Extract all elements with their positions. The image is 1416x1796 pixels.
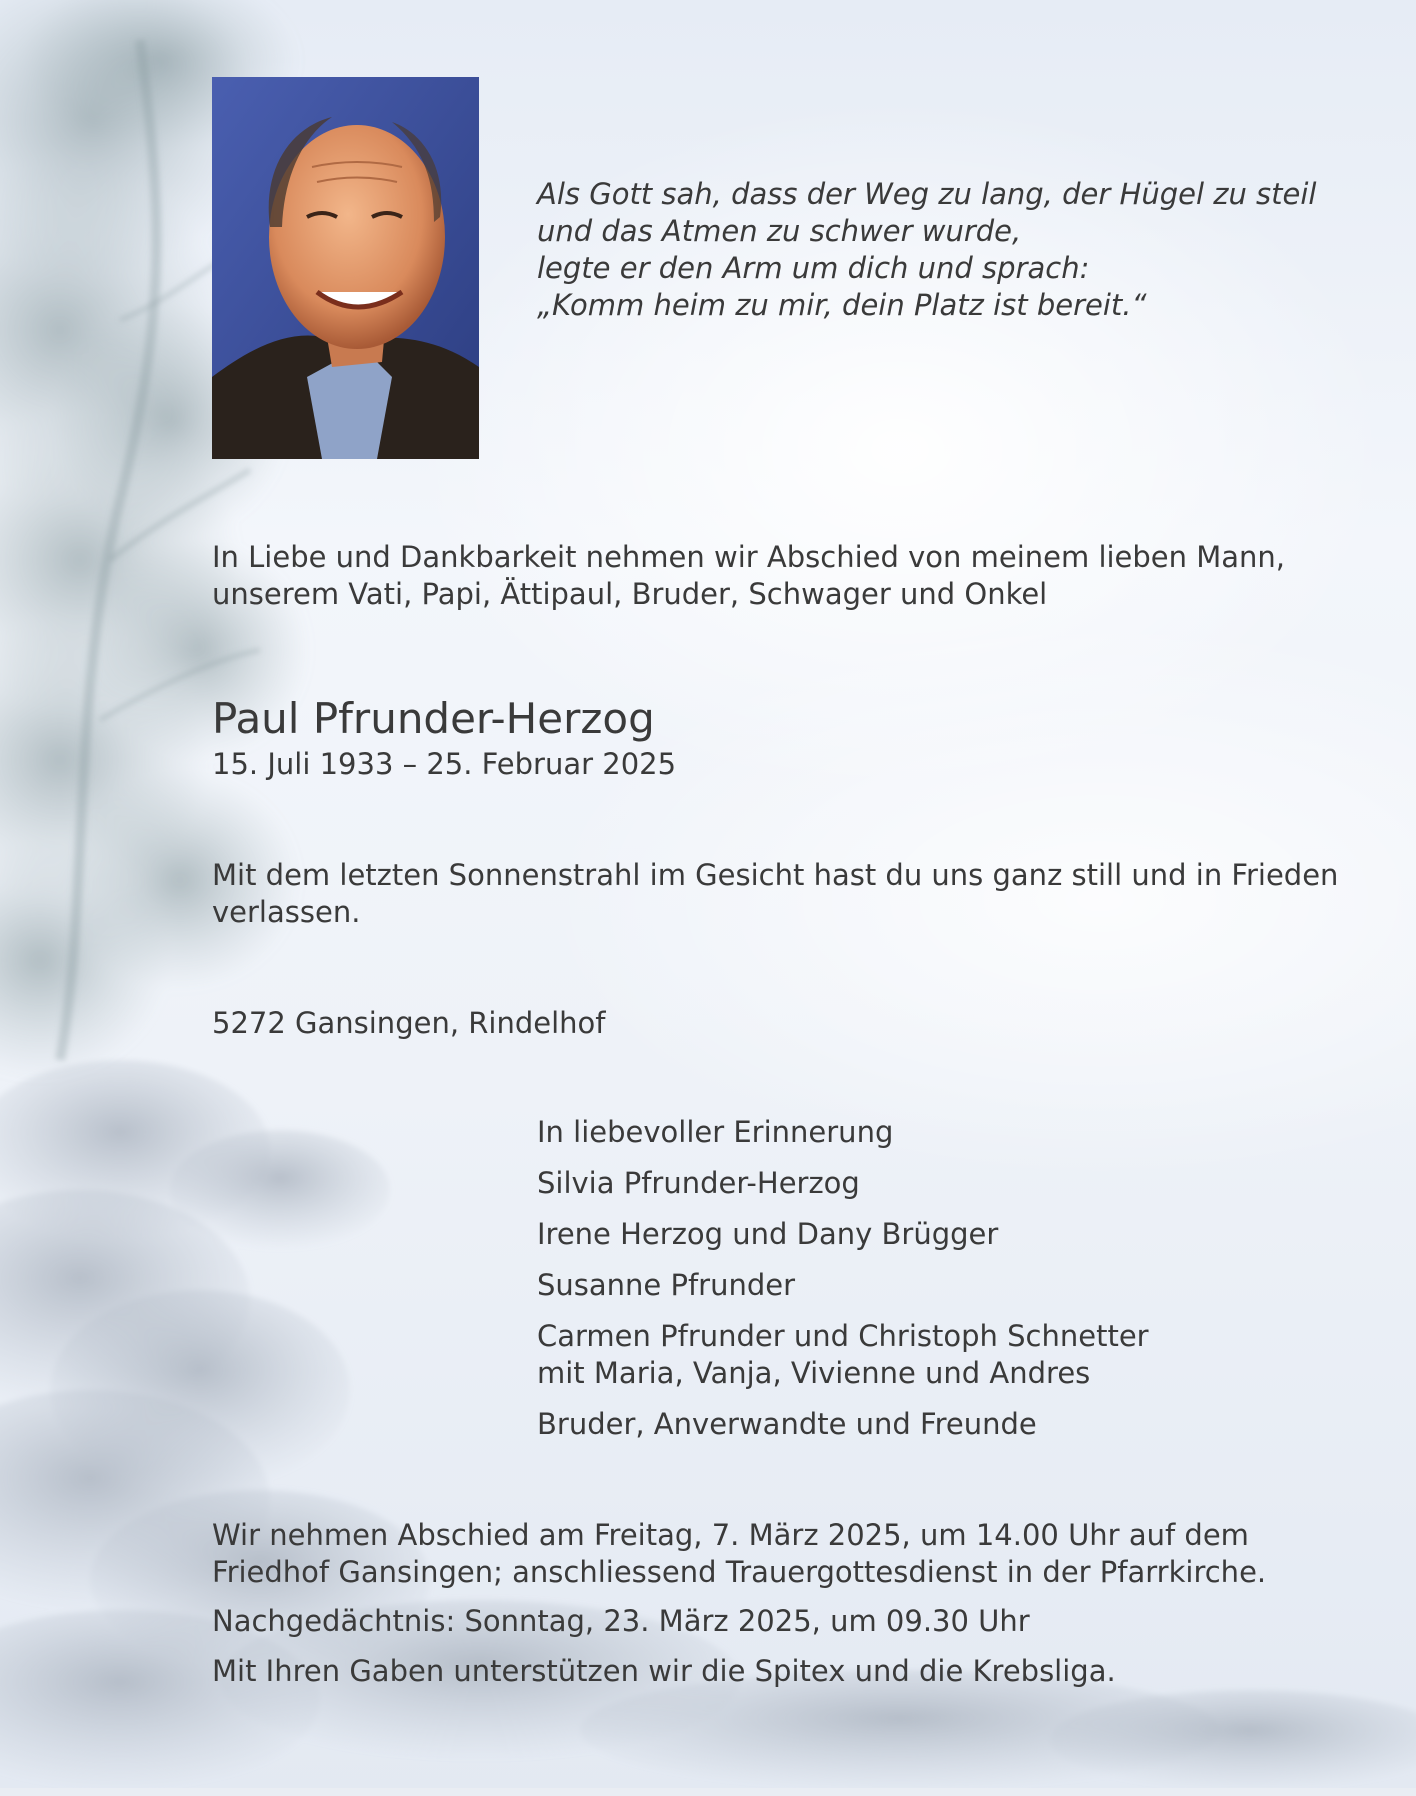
- mourner-line: Bruder, Anverwandte und Freunde: [537, 1407, 1037, 1441]
- deceased-name: Paul Pfrunder-Herzog: [212, 694, 655, 743]
- donation-line: Mit Ihren Gaben unterstützen wir die Spitex und die Krebsliga.: [212, 1654, 1116, 1688]
- mourner-entry: [537, 1114, 1149, 1151]
- quote-line: „Komm heim zu mir, dein Platz ist bereit.“: [537, 288, 1147, 322]
- memorial-quote: [537, 176, 1357, 324]
- mourner-line: Carmen Pfrunder und Christoph Schnetter: [537, 1319, 1149, 1353]
- ceremony-line: Wir nehmen Abschied am Freitag, 7. März 2025, um 14.00 Uhr auf dem: [212, 1518, 1249, 1552]
- memorial-service: [212, 1603, 1030, 1640]
- intro-text: [212, 539, 1285, 613]
- ceremony-line: Friedhof Gansingen; anschliessend Trauergottesdienst in der Pfarrkirche.: [212, 1555, 1267, 1589]
- page-bottom-edge: [0, 1788, 1416, 1796]
- mourner-entry: [537, 1406, 1149, 1443]
- ceremony-info: [212, 1517, 1266, 1591]
- quote-line: Als Gott sah, dass der Weg zu lang, der Hügel zu steil: [537, 177, 1317, 211]
- farewell-line: verlassen.: [212, 895, 361, 929]
- quote-line: und das Atmen zu schwer wurde,: [537, 214, 1022, 248]
- portrait-photo: [212, 77, 479, 459]
- mourner-line: mit Maria, Vanja, Vivienne und Andres: [537, 1356, 1091, 1390]
- address-text: 5272 Gansingen, Rindelhof: [212, 1006, 606, 1040]
- memorial-line: Nachgedächtnis: Sonntag, 23. März 2025, um 09.30 Uhr: [212, 1604, 1030, 1638]
- address: [212, 1005, 605, 1042]
- farewell-line: Mit dem letzten Sonnenstrahl im Gesicht hast du uns ganz still und in Frieden: [212, 858, 1339, 892]
- mourner-entry: [537, 1267, 1149, 1304]
- quote-line: legte er den Arm um dich und sprach:: [537, 251, 1090, 285]
- farewell-text: [212, 857, 1338, 931]
- mourner-line: In liebevoller Erinnerung: [537, 1115, 894, 1149]
- mourner-entry: [537, 1165, 1149, 1202]
- mourner-entry: [537, 1216, 1149, 1253]
- intro-line: unserem Vati, Papi, Ättipaul, Bruder, Schwager und Onkel: [212, 577, 1048, 611]
- mourner-line: Irene Herzog und Dany Brügger: [537, 1217, 999, 1251]
- intro-line: In Liebe und Dankbarkeit nehmen wir Abschied von meinem lieben Mann,: [212, 540, 1286, 574]
- mourner-entry: [537, 1318, 1149, 1392]
- mourners-list: [537, 1114, 1149, 1457]
- mourner-line: Silvia Pfrunder-Herzog: [537, 1166, 860, 1200]
- donation-note: [212, 1653, 1116, 1690]
- life-dates: 15. Juli 1933 – 25. Februar 2025: [212, 747, 677, 781]
- mourner-line: Susanne Pfrunder: [537, 1268, 796, 1302]
- portrait-illustration: [212, 77, 479, 459]
